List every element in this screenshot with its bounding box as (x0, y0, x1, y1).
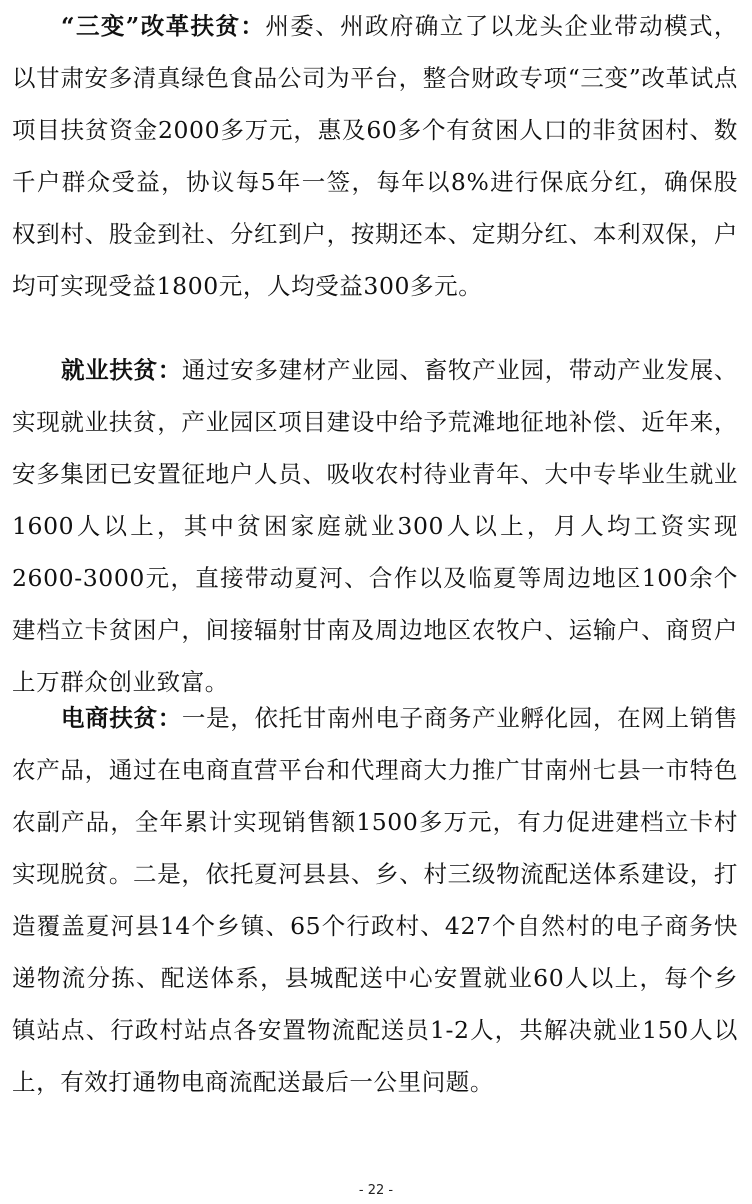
paragraph-body: 通过安多建材产业园、畜牧产业园，带动产业发展、实现就业扶贫，产业园区项目建设中给予荒滩地征地补偿、近年来，安多集团已安置征地户人员、吸收农村待业青年、大中专毕业生就业1600人以上，其中贫困家庭就业300人以上，月人均工资实现2600-3000元，直接带动夏河、合作以及临夏等周边地区100余个建档立卡贫困户，间接辐射甘南及周边地区农牧户、运输户、商贸户上万群众创业致富。 (12, 356, 738, 696)
paragraph-employment-poverty-relief (12, 344, 738, 708)
paragraph-body: 一是，依托甘南州电子商务产业孵化园，在网上销售农产品，通过在电商直营平台和代理商大力推广甘南州七县一市特色农副产品，全年累计实现销售额1500多万元，有力促进建档立卡村实现脱贫。二是，依托夏河县县、乡、村三级物流配送体系建设，打造覆盖夏河县14个乡镇、65个行政村、427个自然村的电子商务快递物流分拣、配送体系，县城配送中心安置就业60人以上，每个乡镇站点、行政村站点各安置物流配送员1-2人，共解决就业150人以上，有效打通物电商流配送最后一公里问题。 (12, 704, 738, 1096)
page-number: - 22 - (358, 1183, 394, 1198)
paragraph-body: 州委、州政府确立了以龙头企业带动模式，以甘肃安多清真绿色食品公司为平台，整合财政专项“三变”改革试点项目扶贫资金2000多万元，惠及60多个有贫困人口的非贫困村、数千户群众受益，协议每5年一签，每年以8%进行保底分红，确保股权到村、股金到社、分红到户，按期还本、定期分红、本利双保，户均可实现受益1800元，人均受益300多元。 (12, 12, 738, 300)
paragraph-heading: 电商扶贫： (61, 704, 182, 732)
paragraph-heading: “三变”改革扶贫： (61, 12, 266, 40)
paragraph-three-changes-reform (12, 0, 738, 312)
paragraph-ecommerce-poverty-relief (12, 692, 738, 1108)
paragraph-heading: 就业扶贫： (61, 356, 182, 384)
